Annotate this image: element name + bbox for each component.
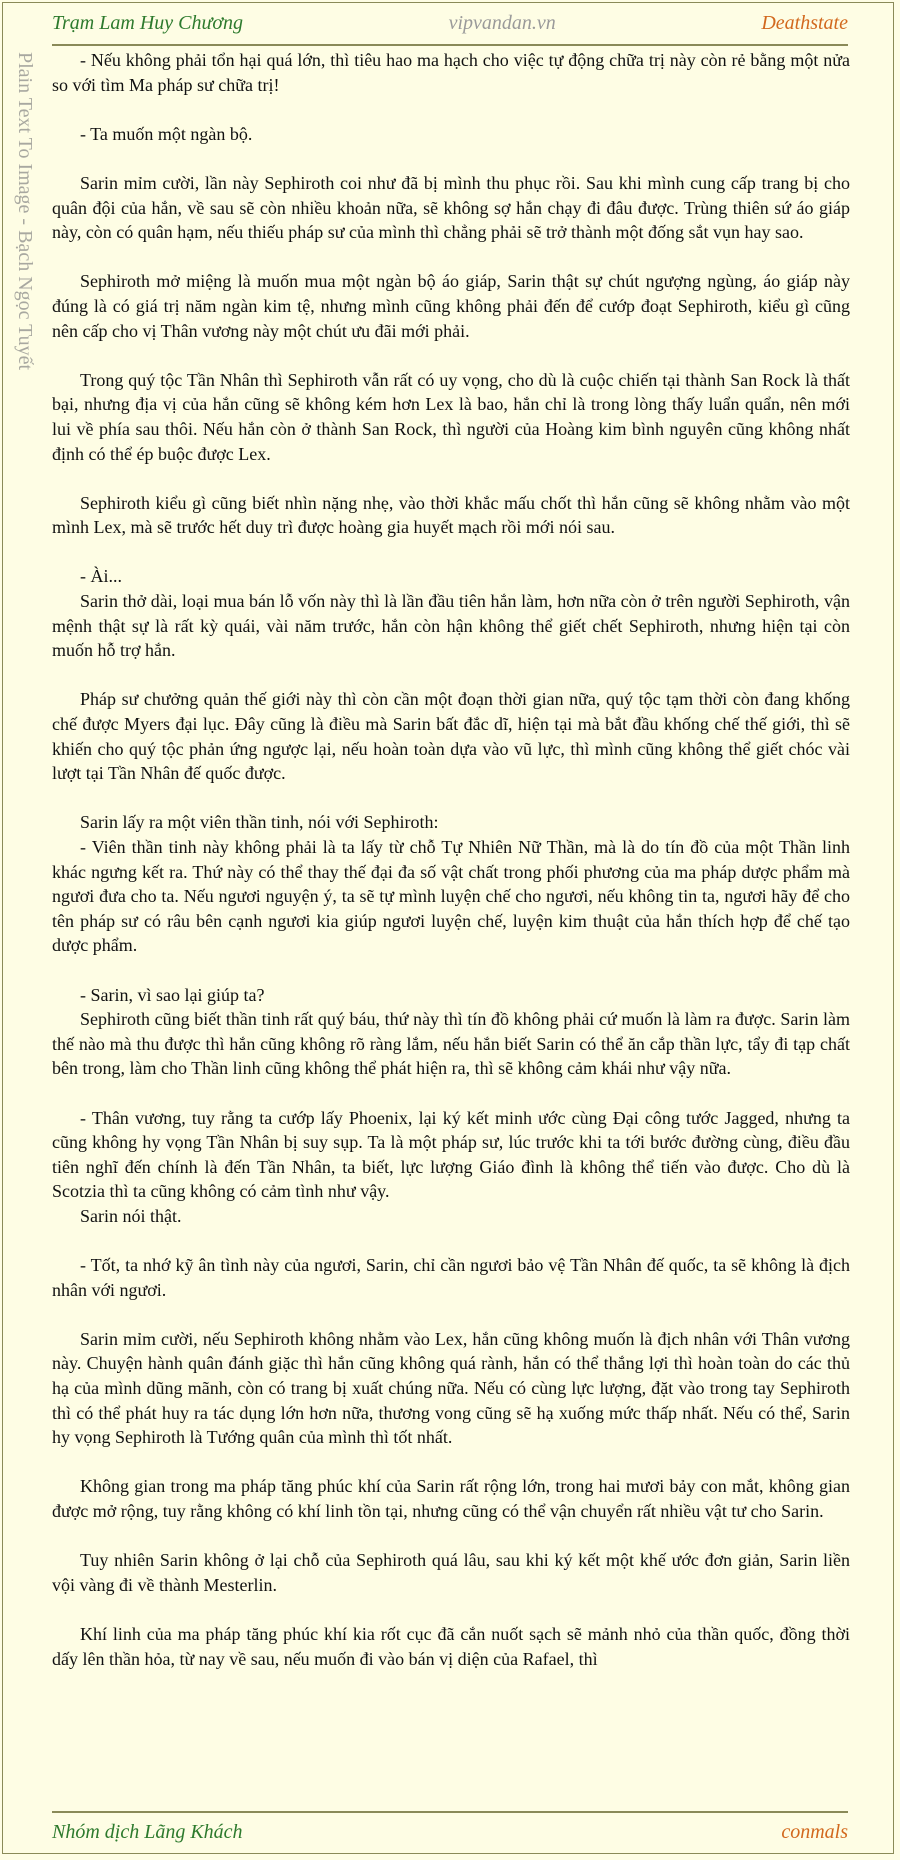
footer-group-name: Nhóm dịch Lãng Khách — [52, 1820, 243, 1843]
paragraph: - Sarin, vì sao lại giúp ta? — [80, 984, 265, 1005]
header-right-title: Deathstate — [761, 11, 848, 34]
paragraph: - Tốt, ta nhớ kỹ ân tình này của ngươi, Sarin, chỉ cần ngươi bảo vệ Tần Nhân đế quốc, ta sẽ không là địch nhân với ngươi. — [52, 1255, 850, 1300]
paragraph: Khí linh của ma pháp tăng phúc khí kia rốt cục đã cắn nuốt sạch sẽ mảnh nhỏ của thần quốc, đồng thời dấy lên thần hỏa, từ nay về sau, nếu muốn đi vào bán vị diện của Rafael, thì — [52, 1624, 850, 1669]
paragraph: Sephiroth kiểu gì cũng biết nhìn nặng nhẹ, vào thời khắc mấu chốt thì hắn cũng sẽ không nhằm vào một mình Lex, mà sẽ trước hết duy trì được hoàng gia huyết mạch rồi mới nói sau. — [52, 492, 850, 538]
document-body — [52, 48, 850, 1671]
paragraph: Sephiroth mở miệng là muốn mua một ngàn bộ áo giáp, Sarin thật sự chút ngượng ngùng, áo giáp này đúng là có giá trị năm ngàn kim tệ, nhưng mình cũng không phải đến để cướp đoạt Sephiroth, kiểu gì cũng nên cấp cho vị Thân vương này một chút ưu đãi mới phải. — [52, 271, 850, 341]
header-site-name: vipvandan.vn — [448, 11, 556, 34]
header-left-title: Trạm Lam Huy Chương — [52, 11, 244, 34]
paragraph: Sephiroth cũng biết thần tinh rất quý báu, thứ này thì tín đồ không phải cứ muốn là làm ra được. Sarin làm thế nào mà thu được thì hắn cũng không rõ ràng lắm, nếu hắn biết Sarin có thể ăn cắp thần lực, tẩy đi tạp chất bên trong, làm cho Thần linh cũng không thể phát hiện ra, thì sẽ không cảm khái như vậy nữa. — [52, 1009, 850, 1079]
sidebar-watermark: Plain Text To Image - Bạch Ngọc Tuyết — [14, 52, 36, 371]
paragraph: - Ài... — [80, 566, 122, 587]
page-footer — [52, 1815, 848, 1849]
paragraph: Pháp sư chưởng quản thế giới này thì còn cần một đoạn thời gian nữa, quý tộc tạm thời còn đang khống chế được Myers đại lục. Đây cũng là điều mà Sarin bất đắc dĩ, hiện tại mà bắt đầu khống chế thế giới, thì sẽ khiến cho quý tộc phản ứng ngược lại, nếu hoàn toàn dựa vào vũ lực, thì mình cũng không thể giết chóc vài lượt tại Tần Nhân đế quốc được. — [52, 689, 850, 784]
paragraph: - Viên thần tinh này không phải là ta lấy từ chỗ Tự Nhiên Nữ Thần, mà là do tín đồ của một Thần linh khác ngưng kết ra. Thứ này có thể thay thế đại đa số vật chất trong phối phương của ma pháp dược phẩm mà ngươi đưa cho ta. Nếu ngươi nguyện ý, ta sẽ tự mình luyện chế cho ngươi, nếu không tin ta, ngươi hãy để cho tên pháp sư có râu bên cạnh ngươi kia giúp ngươi luyện chế, luyện kim thuật của hắn thích hợp để chế tạo dược phẩm. — [52, 837, 850, 956]
paragraph: Sarin nói thật. — [80, 1205, 182, 1226]
footer-author: conmals — [781, 1820, 848, 1843]
paragraph: Sarin lấy ra một viên thần tinh, nói với Sephiroth: — [80, 812, 439, 833]
page-header — [52, 6, 848, 40]
header-divider — [52, 44, 848, 46]
paragraph: Sarin mỉm cười, lần này Sephiroth coi như đã bị mình thu phục rồi. Sau khi mình cung cấp trang bị cho quân đội của hắn, về sau sẽ còn nhiều khoản nữa, sẽ không sợ hắn chạy đi đâu được. Trùng thiên sứ áo giáp này, còn có quân hạm, nếu thiếu pháp sư của mình thì chẳng phải sẽ trở thành một đống sắt vụn hay sao. — [52, 172, 850, 243]
paragraph: Sarin mỉm cười, nếu Sephiroth không nhằm vào Lex, hắn cũng không muốn là địch nhân với Thân vương này. Chuyện hành quân đánh giặc thì hắn cũng không quá rành, hắn có thể thắng lợi thì hoàn toàn do các thủ hạ của mình dũng mãnh, còn có trang bị xuất chúng nữa. Nếu có cùng lực lượng, đặt vào trong tay Sephiroth thì có thể phát huy ra tác dụng lớn hơn nữa, thương vong cũng sẽ hạ xuống mức thấp nhất. Nếu có thể, Sarin hy vọng Sephiroth là Tướng quân của mình thì tốt nhất. — [52, 1328, 850, 1448]
paragraph: - Nếu không phải tổn hại quá lớn, thì tiêu hao ma hạch cho việc tự động chữa trị này còn rẻ bằng một nửa so với tìm Ma pháp sư chữa trị! — [52, 50, 850, 95]
paragraph: - Thân vương, tuy rằng ta cướp lấy Phoenix, lại ký kết minh ước cùng Đại công tước Jagged, nhưng ta cũng không hy vọng Tần Nhân bị suy sụp. Ta là một pháp sư, lúc trước khi ta tới bước đường cùng, điều đầu tiên nghĩ đến chính là đến Tần Nhân, ta biết, lực lượng Giáo đình là không thể tiến vào được. Cho dù là Scotzia thì ta cũng không có cảm tình như vậy. — [52, 1107, 850, 1202]
paragraph: Trong quý tộc Tần Nhân thì Sephiroth vẫn rất có uy vọng, cho dù là cuộc chiến tại thành San Rock là thất bại, nhưng địa vị của hắn cũng sẽ không kém hơn Lex là bao, hắn chỉ là trong lòng thấy luẩn quẩn, nên mới lui về phía sau thôi. Nếu hắn còn ở thành San Rock, thì người của Hoàng kim bình nguyên cũng không nhất định có thể ép buộc được Lex. — [52, 369, 850, 464]
paragraph: Không gian trong ma pháp tăng phúc khí của Sarin rất rộng lớn, trong hai mươi bảy con mắt, không gian được mở rộng, tuy rằng không có khí linh tồn tại, nhưng cũng có thể vận chuyển rất nhiều vật tư cho Sarin. — [52, 1476, 850, 1522]
paragraph: Sarin thở dài, loại mua bán lỗ vốn này thì là lần đầu tiên hắn làm, hơn nữa còn ở trên người Sephiroth, vận mệnh thật sự là rất kỳ quái, vài năm trước, hắn còn hận không thể giết chết Sephiroth, nhưng hiện tại còn muốn hỗ trợ hắn. — [52, 591, 850, 661]
paragraph: - Ta muốn một ngàn bộ. — [80, 123, 253, 144]
paragraph: Tuy nhiên Sarin không ở lại chỗ của Sephiroth quá lâu, sau khi ký kết một khế ước đơn giản, Sarin liền vội vàng đi về thành Mesterlin. — [52, 1550, 850, 1595]
footer-divider — [52, 1811, 848, 1813]
